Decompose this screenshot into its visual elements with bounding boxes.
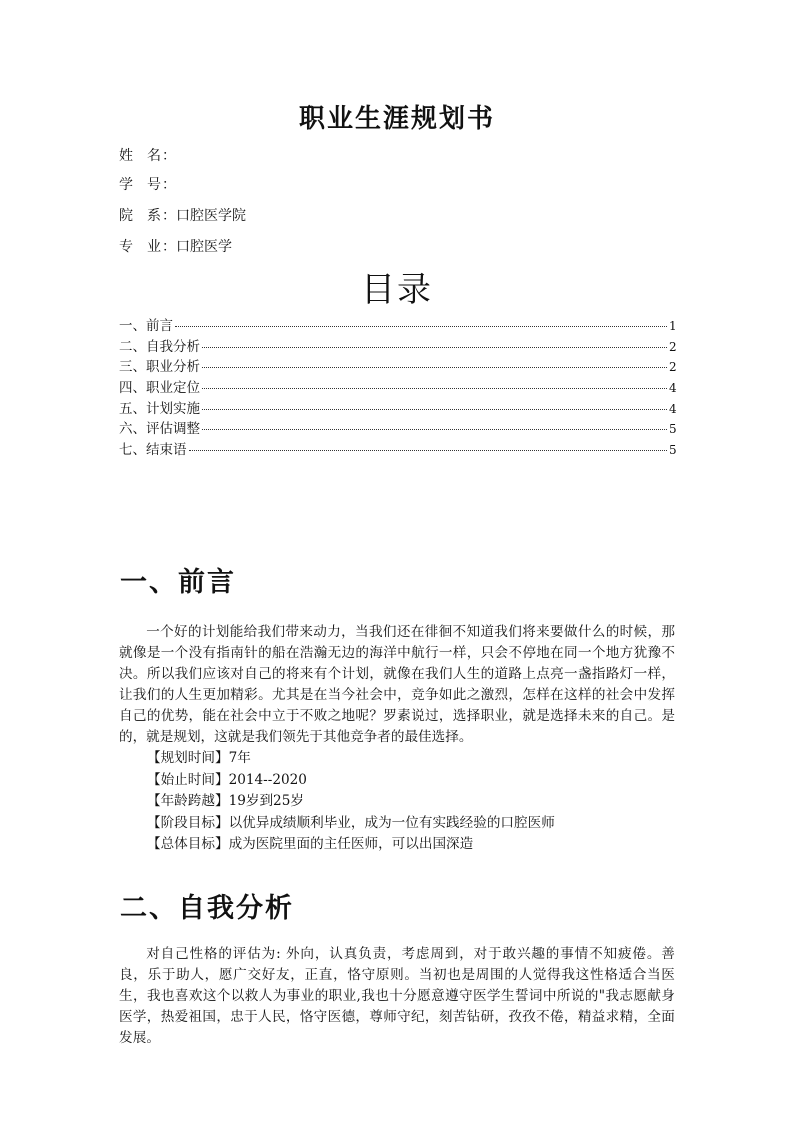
toc-item[interactable]	[119, 399, 675, 420]
toc-label: 四、职业定位	[119, 380, 200, 397]
self-analysis-paragraph: 对自己性格的评估为: 外向，认真负责，考虑周到，对于敢兴趣的事情不知疲倦。善良，乐于助人，愿广交好友，正直，恪守原则。当初也是周围的人觉得我这性格适合当医生，我也喜欢这个以救人为事业的职业,我也十分愿意遵守医学生誓词中所说的"我志愿献身医学，热爱祖国，忠于人民，恪守医德，尊师守纪，刻苦钻研，孜孜不倦，精益求精，全面发展。	[119, 946, 675, 1046]
toc-item[interactable]	[119, 440, 675, 461]
info-row-student-id: 学 号 ：	[119, 177, 176, 193]
info-row-name: 姓 名 ：	[119, 148, 176, 164]
toc-item[interactable]	[119, 419, 675, 440]
plan-item	[147, 791, 555, 813]
toc-page-number: 2	[669, 360, 677, 375]
info-label: 院 系	[119, 208, 161, 224]
plan-item	[147, 748, 555, 770]
info-label: 姓 名	[119, 148, 161, 164]
table-of-contents	[119, 316, 675, 461]
toc-leader-dots	[202, 429, 667, 430]
toc-title: 目录	[361, 270, 433, 310]
document-title: 职业生涯规划书	[298, 104, 495, 134]
info-label: 专 业	[119, 239, 161, 255]
toc-leader-dots	[189, 450, 668, 451]
plan-label: 【阶段目标】	[147, 814, 229, 831]
plan-summary	[147, 748, 555, 856]
toc-label: 五、计划实施	[119, 400, 200, 417]
preface-paragraph: 一个好的计划能给我们带来动力，当我们还在徘徊不知道我们将来要做什么的时候，那就像是一个没有指南针的船在浩瀚无边的海洋中航行一样，只会不停地在同一个地方犹豫不决。所以我们应该对自己的将来有个计划，就像在我们人生的道路上点亮一盏指路灯一样，让我们的人生更加精彩。尤其是在当今社会中，竞争如此之激烈，怎样在这样的社会中发挥自己的优势，能在社会中立于不败之地呢？罗素说过，选择职业，就是选择未来的自己。是的，就是规划，这就是我们领先于其他竞争者的最佳选择。	[119, 624, 675, 745]
toc-item[interactable]	[119, 357, 675, 378]
toc-page-number: 2	[669, 339, 677, 354]
plan-item	[147, 813, 555, 835]
toc-page-number: 5	[669, 422, 677, 437]
section-heading-preface: 一、前言	[120, 567, 236, 598]
plan-value: 7年	[228, 750, 251, 766]
toc-leader-dots	[202, 409, 667, 410]
toc-page-number: 1	[669, 319, 677, 333]
toc-leader-dots	[202, 347, 667, 348]
section-heading-self-analysis: 二、自我分析	[120, 893, 294, 924]
plan-value: 以优异成绩顺利毕业，成为一位有实践经验的口腔医师	[228, 814, 555, 831]
info-row-department: 院 系 ： 口腔医学院	[119, 208, 246, 224]
toc-label: 三、职业分析	[119, 359, 200, 376]
info-row-major: 专 业 ： 口腔医学	[119, 239, 232, 255]
toc-label: 六、评估调整	[119, 421, 200, 438]
info-label: 学 号	[119, 177, 161, 193]
plan-label: 【始止时间】	[147, 771, 229, 788]
plan-item	[147, 770, 555, 792]
plan-item	[147, 834, 555, 856]
toc-item[interactable]	[119, 316, 675, 337]
toc-leader-dots	[175, 326, 667, 327]
plan-value: 成为医院里面的主任医师，可以出国深造	[228, 836, 474, 852]
info-value: 口腔医学院	[176, 208, 246, 224]
toc-page-number: 4	[669, 401, 677, 416]
plan-value: 2014--2020	[228, 771, 307, 788]
info-value: 口腔医学	[176, 239, 232, 255]
plan-label: 【规划时间】	[147, 750, 229, 766]
plan-label: 【年龄跨越】	[147, 793, 229, 809]
plan-label: 【总体目标】	[147, 836, 229, 852]
toc-label: 二、自我分析	[119, 338, 200, 355]
toc-page-number: 4	[669, 381, 677, 396]
toc-label: 一、前言	[119, 318, 173, 334]
plan-value: 19岁到25岁	[228, 793, 304, 809]
toc-leader-dots	[202, 388, 667, 389]
toc-label: 七、结束语	[119, 442, 187, 459]
toc-page-number: 5	[669, 443, 677, 458]
toc-leader-dots	[202, 367, 667, 368]
toc-item[interactable]	[119, 337, 675, 358]
toc-item[interactable]	[119, 378, 675, 399]
